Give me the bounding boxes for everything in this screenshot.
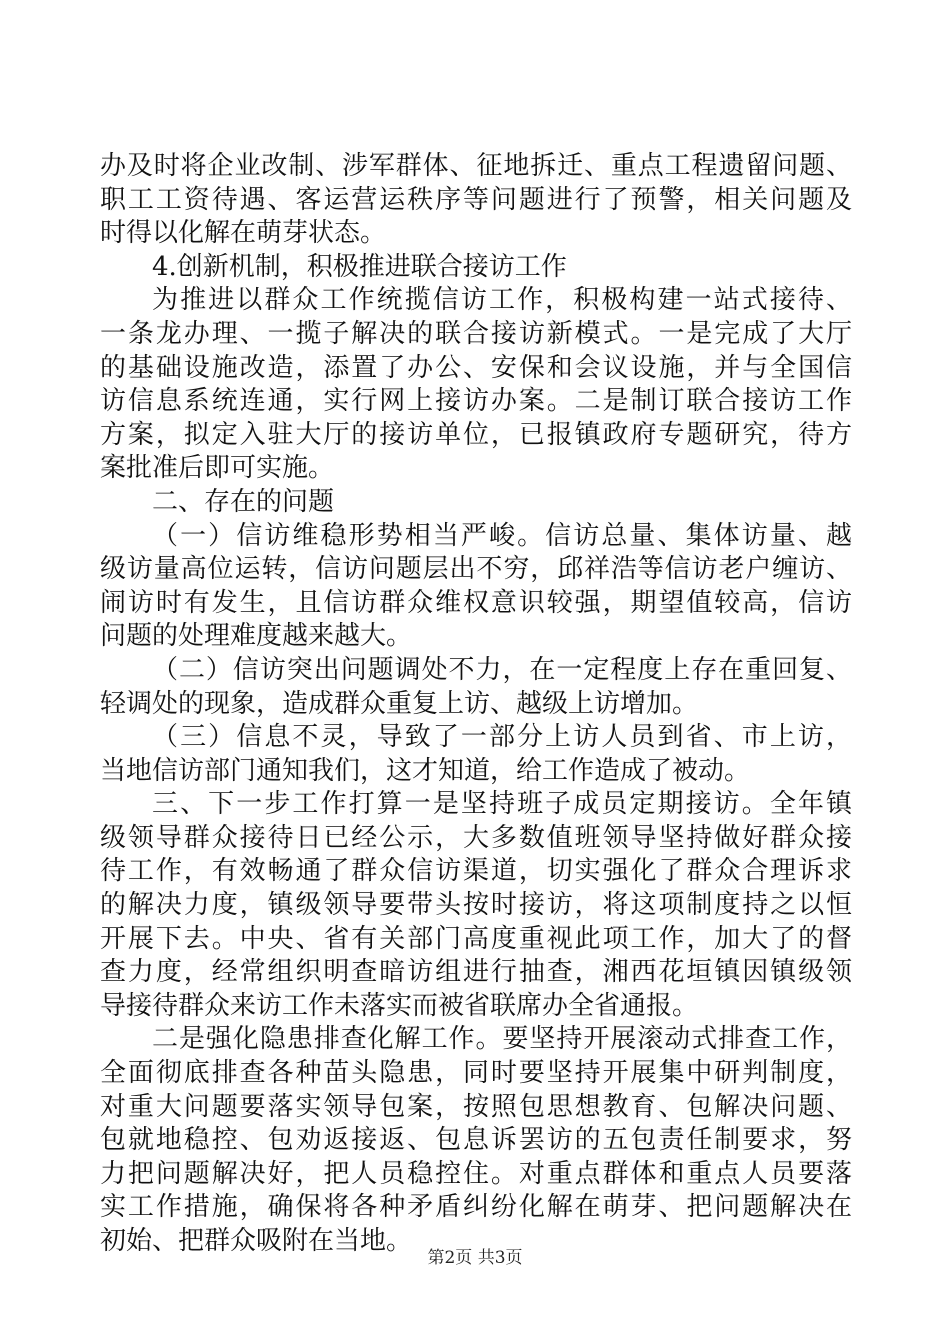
- text-line: 全面彻底排查各种苗头隐患，同时要坚持开展集中研判制度，: [100, 1058, 852, 1089]
- text-line: 实工作措施，确保将各种矛盾纠纷化解在萌芽、把问题解决在: [100, 1192, 852, 1223]
- text-line: 一条龙办理、一揽子解决的联合接访新模式。一是完成了大厅: [100, 318, 852, 349]
- text-line: 时得以化解在萌芽状态。: [100, 218, 387, 249]
- text-line: 导接待群众来访工作未落实而被省联席办全省通报。: [100, 990, 699, 1021]
- text-line: 开展下去。中央、省有关部门高度重视此项工作，加大了的督: [100, 923, 852, 954]
- text-line: 案批准后即可实施。: [100, 453, 335, 484]
- text-line: 闹访时有发生，且信访群众维权意识较强，期望值较高，信访: [100, 587, 852, 618]
- page-footer: 第2页 共3页: [427, 1248, 523, 1268]
- text-line: 的解决力度，镇级领导要带头按时接访，将这项制度持之以恒: [100, 890, 852, 921]
- text-line: 为推进以群众工作统揽信访工作，积极构建一站式接待、: [152, 285, 852, 316]
- text-line: 职工工资待遇、客运营运秩序等问题进行了预警，相关问题及: [100, 184, 852, 215]
- text-line: 方案，拟定入驻大厅的接访单位，已报镇政府专题研究，待方: [100, 419, 852, 450]
- text-line: 级访量高位运转，信访问题层出不穷，邱祥浩等信访老户缠访、: [100, 554, 852, 585]
- text-line: 三、下一步工作打算一是坚持班子成员定期接访。全年镇: [152, 789, 852, 820]
- text-line: 问题的处理难度越来越大。: [100, 621, 413, 652]
- document-body: [100, 150, 852, 1259]
- text-line: 4.创新机制，积极推进联合接访工作: [152, 251, 567, 282]
- text-line: 对重大问题要落实领导包案，按照包思想教育、包解决问题、: [100, 1091, 852, 1122]
- text-line: 力把问题解决好，把人员稳控住。对重点群体和重点人员要落: [100, 1158, 852, 1189]
- text-line: 二、存在的问题: [152, 486, 335, 517]
- text-line: （一）信访维稳形势相当严峻。信访总量、集体访量、越: [152, 520, 852, 551]
- text-line: 的基础设施改造，添置了办公、安保和会议设施，并与全国信: [100, 352, 852, 383]
- text-line: 包就地稳控、包劝返接返、包息诉罢访的五包责任制要求，努: [100, 1125, 852, 1156]
- text-line: 初始、把群众吸附在当地。: [100, 1226, 413, 1256]
- text-line: 轻调处的现象，造成群众重复上访、越级上访增加。: [100, 688, 699, 719]
- text-line: 当地信访部门通知我们，这才知道，给工作造成了被动。: [100, 755, 751, 786]
- text-line: 查力度，经常组织明查暗访组进行抽查，湘西花垣镇因镇级领: [100, 957, 852, 988]
- text-line: 级领导群众接待日已经公示，大多数值班领导坚持做好群众接: [100, 822, 852, 853]
- text-line: 访信息系统连通，实行网上接访办案。二是制订联合接访工作: [100, 386, 852, 417]
- text-line: 待工作，有效畅通了群众信访渠道，切实强化了群众合理诉求: [100, 856, 852, 887]
- text-line: （三）信息不灵，导致了一部分上访人员到省、市上访，: [152, 722, 852, 753]
- text-line: （二）信访突出问题调处不力，在一定程度上存在重回复、: [152, 654, 852, 685]
- text-line: 办及时将企业改制、涉军群体、征地拆迁、重点工程遗留问题、: [100, 151, 852, 181]
- text-line: 二是强化隐患排查化解工作。要坚持开展滚动式排查工作，: [152, 1024, 852, 1055]
